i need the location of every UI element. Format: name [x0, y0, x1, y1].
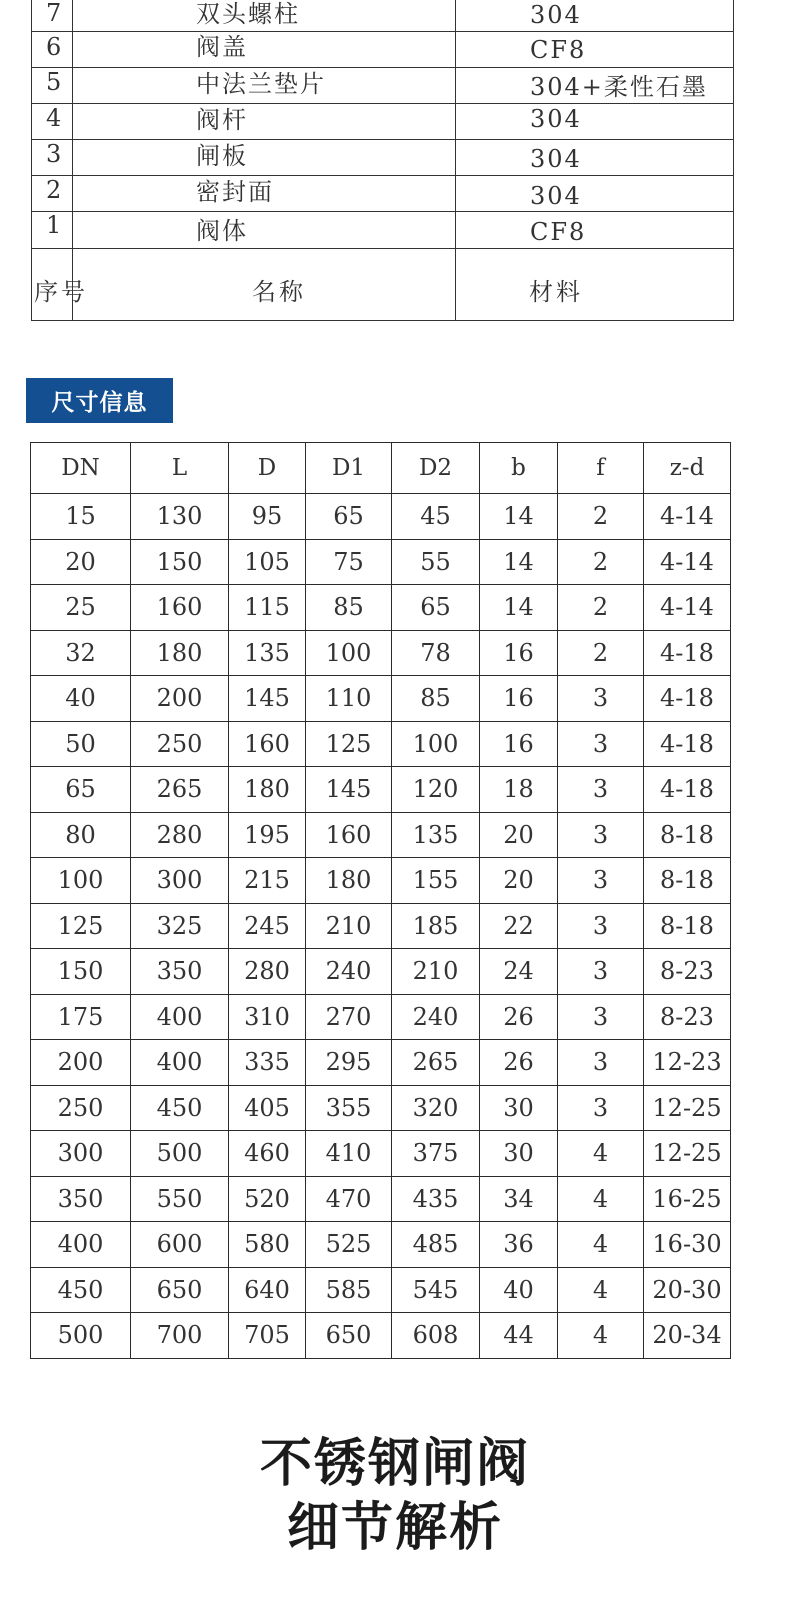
dimension-cell: 4-18 [644, 721, 731, 767]
dimension-cell: 14 [480, 585, 558, 631]
dimension-cell: 160 [131, 585, 229, 631]
dimension-cell: 130 [131, 494, 229, 540]
dimension-cell: 4 [558, 1131, 644, 1177]
parts-header-no: 序号 [34, 278, 88, 306]
dimension-cell: 200 [31, 1040, 131, 1086]
dimension-cell: 3 [558, 721, 644, 767]
part-name: 双头螺柱 [196, 0, 300, 28]
footer-title-line1: 不锈钢闸阀 [259, 1434, 530, 1494]
dimension-cell: 180 [131, 630, 229, 676]
parts-row-separator [32, 32, 733, 68]
dimension-cell: 3 [558, 903, 644, 949]
dimension-cell: 4 [558, 1313, 644, 1359]
dimension-row [31, 949, 731, 995]
dimension-header-row [31, 443, 731, 494]
part-no: 1 [46, 211, 64, 239]
part-material: 304 [530, 105, 582, 133]
dimension-cell: 78 [392, 630, 480, 676]
dimension-cell: 75 [306, 539, 392, 585]
dimension-row [31, 721, 731, 767]
dimension-cell: 4-18 [644, 630, 731, 676]
dimension-row [31, 1222, 731, 1268]
dimension-cell: 26 [480, 994, 558, 1040]
dimension-cell: 40 [480, 1267, 558, 1313]
dimension-cell: 295 [306, 1040, 392, 1086]
dimension-cell: 50 [31, 721, 131, 767]
dimension-cell: 350 [31, 1176, 131, 1222]
parts-row-separator [32, 212, 733, 249]
dimension-cell: 215 [229, 858, 306, 904]
dimension-cell: 525 [306, 1222, 392, 1268]
dimension-cell: 25 [31, 585, 131, 631]
part-no: 3 [46, 140, 64, 168]
dimension-row [31, 903, 731, 949]
dimension-cell: 8-18 [644, 858, 731, 904]
dimension-cell: 335 [229, 1040, 306, 1086]
dimension-cell: 400 [131, 1040, 229, 1086]
dimension-header-cell: D2 [392, 443, 480, 494]
dimension-cell: 20-30 [644, 1267, 731, 1313]
dimension-cell: 485 [392, 1222, 480, 1268]
dimension-cell: 80 [31, 812, 131, 858]
dimension-cell: 3 [558, 949, 644, 995]
dimension-cell: 65 [306, 494, 392, 540]
parts-header-name: 名称 [252, 278, 306, 306]
dimension-cell: 180 [306, 858, 392, 904]
dimension-cell: 700 [131, 1313, 229, 1359]
part-no: 2 [46, 176, 64, 204]
dimension-cell: 3 [558, 767, 644, 813]
dimension-cell: 2 [558, 630, 644, 676]
dimension-cell: 8-18 [644, 812, 731, 858]
dimension-cell: 3 [558, 1040, 644, 1086]
dimension-cell: 185 [392, 903, 480, 949]
parts-row-separator [32, 140, 733, 176]
part-name: 闸板 [196, 142, 248, 170]
dimension-cell: 36 [480, 1222, 558, 1268]
part-no: 4 [46, 104, 64, 132]
dimension-cell: 135 [229, 630, 306, 676]
dimension-cell: 95 [229, 494, 306, 540]
dimension-cell: 55 [392, 539, 480, 585]
dimension-cell: 150 [31, 949, 131, 995]
part-name: 阀体 [196, 217, 248, 245]
dimension-cell: 270 [306, 994, 392, 1040]
dimension-cell: 175 [31, 994, 131, 1040]
dimension-cell: 650 [306, 1313, 392, 1359]
dimension-cell: 545 [392, 1267, 480, 1313]
dimension-cell: 18 [480, 767, 558, 813]
dimension-row [31, 630, 731, 676]
dimension-cell: 15 [31, 494, 131, 540]
dimension-cell: 2 [558, 539, 644, 585]
dimension-row [31, 585, 731, 631]
dimension-cell: 4-18 [644, 676, 731, 722]
dimension-row [31, 1040, 731, 1086]
parts-row-separator [32, 0, 733, 32]
dimension-row [31, 676, 731, 722]
dimension-cell: 2 [558, 494, 644, 540]
dimension-row [31, 1131, 731, 1177]
dimension-cell: 34 [480, 1176, 558, 1222]
dimension-table [30, 442, 731, 1359]
dimension-cell: 14 [480, 494, 558, 540]
dimension-cell: 45 [392, 494, 480, 540]
dimension-cell: 145 [306, 767, 392, 813]
dimension-cell: 585 [306, 1267, 392, 1313]
parts-header-material: 材料 [529, 278, 583, 306]
part-name: 中法兰垫片 [196, 70, 326, 98]
dimension-row [31, 994, 731, 1040]
parts-row-separator [32, 104, 733, 140]
dimension-cell: 450 [131, 1085, 229, 1131]
dimension-cell: 405 [229, 1085, 306, 1131]
dimension-cell: 195 [229, 812, 306, 858]
dimension-cell: 600 [131, 1222, 229, 1268]
dimension-cell: 12-25 [644, 1131, 731, 1177]
dimension-header-cell: DN [31, 443, 131, 494]
dimension-cell: 650 [131, 1267, 229, 1313]
dimension-cell: 16-30 [644, 1222, 731, 1268]
part-material: CF8 [530, 36, 587, 64]
dimension-cell: 210 [306, 903, 392, 949]
dimension-cell: 410 [306, 1131, 392, 1177]
dimension-cell: 26 [480, 1040, 558, 1086]
dimension-cell: 280 [131, 812, 229, 858]
dimension-cell: 280 [229, 949, 306, 995]
dimension-cell: 400 [31, 1222, 131, 1268]
dimension-header-cell: f [558, 443, 644, 494]
dimension-cell: 240 [392, 994, 480, 1040]
dimension-cell: 4 [558, 1267, 644, 1313]
dimension-cell: 350 [131, 949, 229, 995]
part-no: 5 [46, 68, 64, 96]
dimension-cell: 20-34 [644, 1313, 731, 1359]
dimension-cell: 250 [131, 721, 229, 767]
dimension-cell: 500 [31, 1313, 131, 1359]
dimension-cell: 400 [131, 994, 229, 1040]
footer-title-line2: 细节解析 [286, 1498, 503, 1558]
dimension-cell: 145 [229, 676, 306, 722]
dimension-cell: 8-18 [644, 903, 731, 949]
dimension-header-cell: b [480, 443, 558, 494]
dimension-cell: 22 [480, 903, 558, 949]
dimension-cell: 85 [392, 676, 480, 722]
dimension-cell: 44 [480, 1313, 558, 1359]
dimension-header-cell: L [131, 443, 229, 494]
dimension-cell: 30 [480, 1085, 558, 1131]
dimension-cell: 250 [31, 1085, 131, 1131]
dimension-cell: 8-23 [644, 949, 731, 995]
dimension-cell: 200 [131, 676, 229, 722]
dimension-cell: 32 [31, 630, 131, 676]
section-title-badge: 尺寸信息 [26, 378, 173, 423]
dimension-cell: 105 [229, 539, 306, 585]
dimension-header-cell: D1 [306, 443, 392, 494]
dimension-cell: 3 [558, 812, 644, 858]
dimension-cell: 310 [229, 994, 306, 1040]
dimension-cell: 640 [229, 1267, 306, 1313]
part-name: 阀杆 [196, 106, 248, 134]
parts-col-divider [455, 0, 456, 321]
dimension-row [31, 1085, 731, 1131]
dimension-row [31, 1313, 731, 1359]
dimension-row [31, 812, 731, 858]
part-material: 304 [530, 182, 582, 210]
dimension-cell: 608 [392, 1313, 480, 1359]
part-name: 密封面 [196, 178, 274, 206]
dimension-cell: 3 [558, 994, 644, 1040]
part-material: 304 [530, 1, 582, 29]
dimension-cell: 4-14 [644, 585, 731, 631]
dimension-cell: 65 [31, 767, 131, 813]
dimension-cell: 20 [480, 858, 558, 904]
dimension-cell: 16 [480, 721, 558, 767]
dimension-cell: 210 [392, 949, 480, 995]
part-material: 304+柔性石墨 [530, 73, 708, 101]
dimension-cell: 435 [392, 1176, 480, 1222]
dimension-cell: 550 [131, 1176, 229, 1222]
dimension-cell: 40 [31, 676, 131, 722]
dimension-row [31, 858, 731, 904]
dimension-cell: 265 [131, 767, 229, 813]
dimension-cell: 125 [306, 721, 392, 767]
dimension-cell: 265 [392, 1040, 480, 1086]
dimension-row [31, 539, 731, 585]
parts-table [31, 0, 734, 321]
dimension-cell: 2 [558, 585, 644, 631]
dimension-cell: 30 [480, 1131, 558, 1177]
dimension-cell: 100 [392, 721, 480, 767]
dimension-cell: 100 [31, 858, 131, 904]
dimension-header-cell: z-d [644, 443, 731, 494]
dimension-cell: 12-25 [644, 1085, 731, 1131]
dimension-cell: 8-23 [644, 994, 731, 1040]
dimension-cell: 85 [306, 585, 392, 631]
part-name: 阀盖 [196, 33, 248, 61]
dimension-cell: 20 [31, 539, 131, 585]
dimension-cell: 4-18 [644, 767, 731, 813]
dimension-cell: 520 [229, 1176, 306, 1222]
dimension-cell: 3 [558, 858, 644, 904]
dimension-cell: 16-25 [644, 1176, 731, 1222]
dimension-cell: 115 [229, 585, 306, 631]
dimension-cell: 4-14 [644, 494, 731, 540]
dimension-row [31, 1176, 731, 1222]
part-no: 7 [46, 0, 64, 27]
dimension-cell: 460 [229, 1131, 306, 1177]
dimension-cell: 3 [558, 676, 644, 722]
dimension-cell: 12-23 [644, 1040, 731, 1086]
part-material: CF8 [530, 218, 587, 246]
dimension-cell: 100 [306, 630, 392, 676]
dimension-cell: 135 [392, 812, 480, 858]
dimension-cell: 320 [392, 1085, 480, 1131]
dimension-cell: 160 [229, 721, 306, 767]
dimension-cell: 110 [306, 676, 392, 722]
dimension-cell: 245 [229, 903, 306, 949]
dimension-cell: 65 [392, 585, 480, 631]
dimension-cell: 155 [392, 858, 480, 904]
dimension-cell: 355 [306, 1085, 392, 1131]
dimension-row [31, 1267, 731, 1313]
dimension-cell: 180 [229, 767, 306, 813]
dimension-row [31, 494, 731, 540]
dimension-cell: 160 [306, 812, 392, 858]
dimension-cell: 4 [558, 1176, 644, 1222]
dimension-cell: 705 [229, 1313, 306, 1359]
dimension-cell: 14 [480, 539, 558, 585]
dimension-cell: 300 [31, 1131, 131, 1177]
dimension-cell: 470 [306, 1176, 392, 1222]
parts-row-separator [32, 176, 733, 212]
dimension-header-cell: D [229, 443, 306, 494]
dimension-cell: 580 [229, 1222, 306, 1268]
dimension-cell: 120 [392, 767, 480, 813]
dimension-cell: 300 [131, 858, 229, 904]
dimension-cell: 125 [31, 903, 131, 949]
dimension-cell: 240 [306, 949, 392, 995]
dimension-cell: 375 [392, 1131, 480, 1177]
dimension-cell: 4 [558, 1222, 644, 1268]
dimension-cell: 24 [480, 949, 558, 995]
dimension-cell: 325 [131, 903, 229, 949]
dimension-cell: 20 [480, 812, 558, 858]
dimension-cell: 4-14 [644, 539, 731, 585]
dimension-cell: 3 [558, 1085, 644, 1131]
part-no: 6 [46, 33, 64, 61]
dimension-cell: 500 [131, 1131, 229, 1177]
dimension-cell: 16 [480, 630, 558, 676]
dimension-cell: 150 [131, 539, 229, 585]
dimension-cell: 16 [480, 676, 558, 722]
part-material: 304 [530, 145, 582, 173]
dimension-row [31, 767, 731, 813]
dimension-cell: 450 [31, 1267, 131, 1313]
